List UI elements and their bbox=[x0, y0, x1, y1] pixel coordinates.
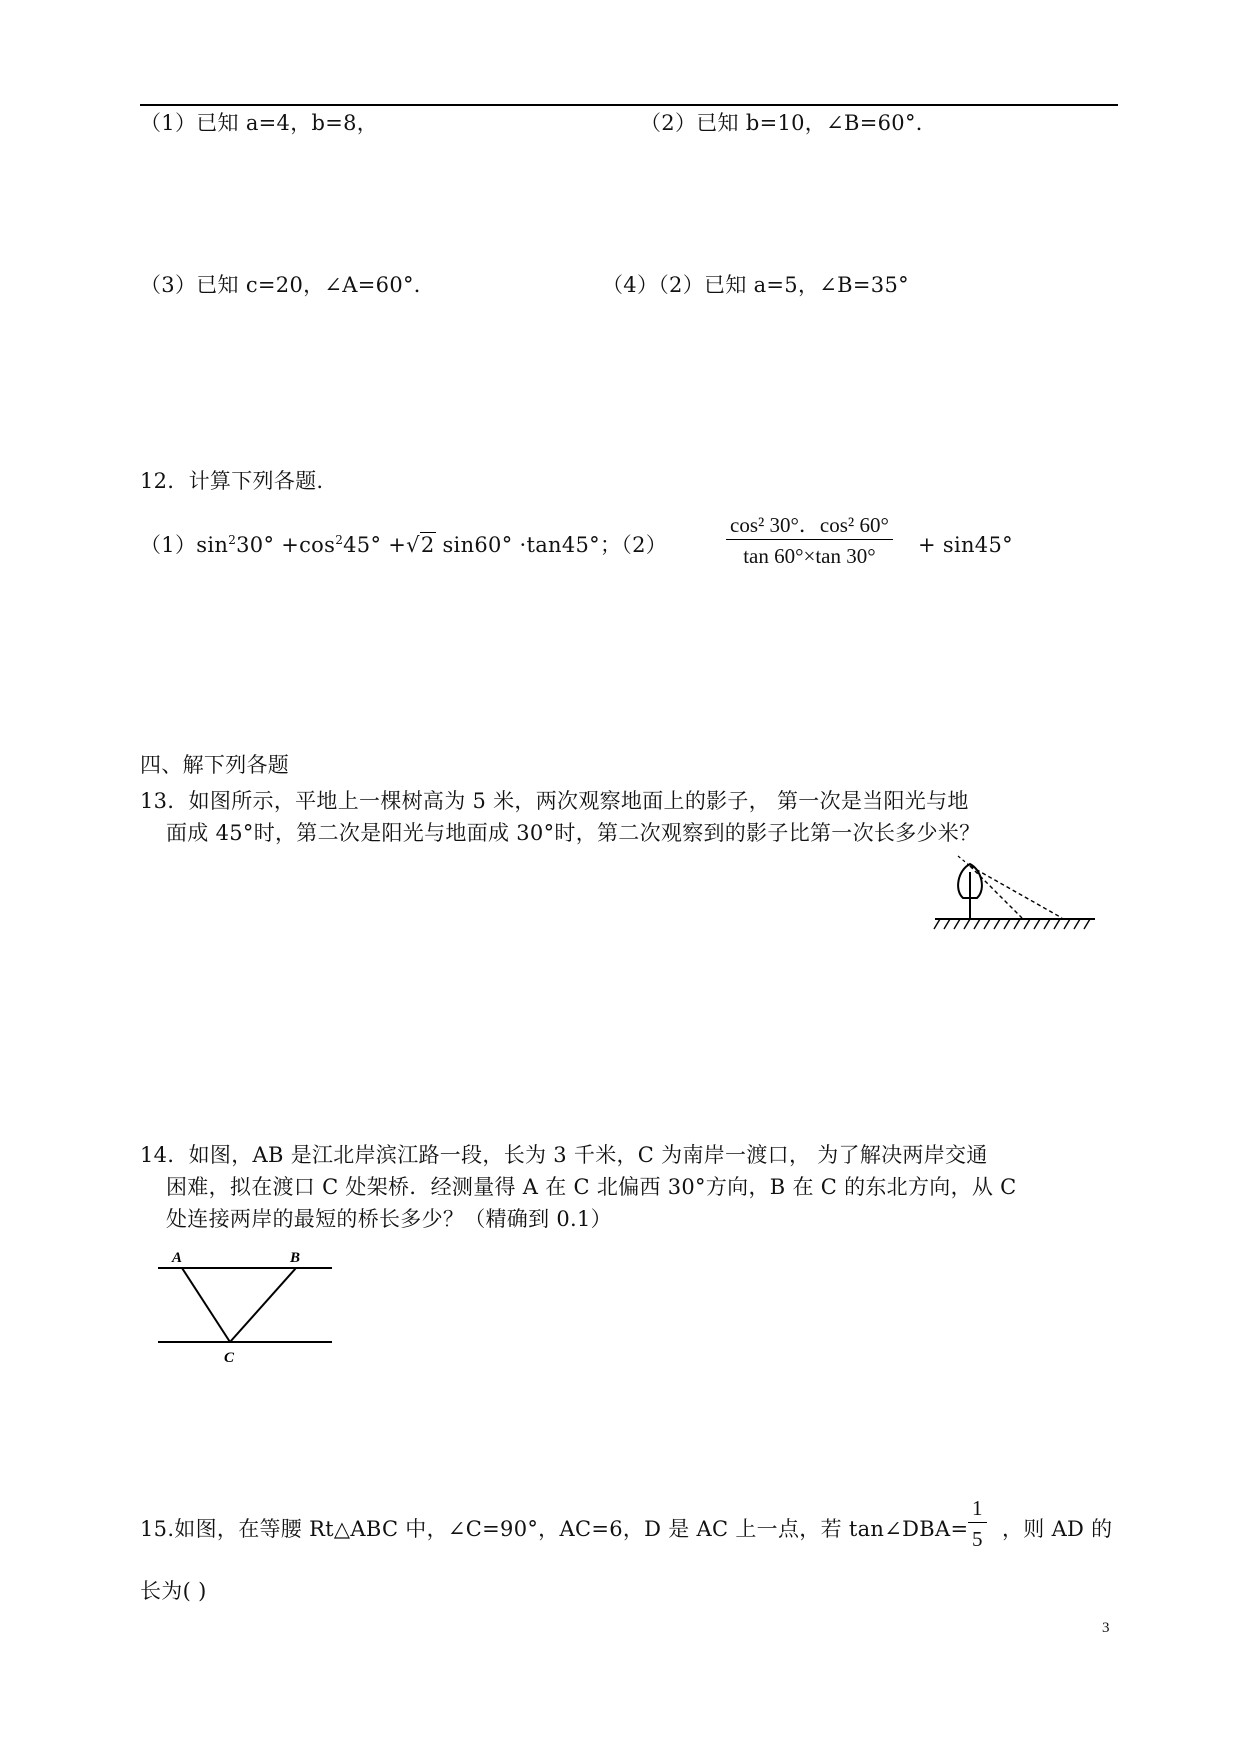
segment-ac bbox=[182, 1268, 230, 1342]
sqrt-symbol: √ bbox=[406, 533, 420, 557]
q12-title: 12．计算下列各题. bbox=[140, 469, 324, 493]
q12-fraction-denominator: tan 60°×tan 30° bbox=[726, 539, 893, 570]
q15-fraction bbox=[968, 1494, 987, 1553]
q12-part1-text-c: 45° + bbox=[343, 533, 407, 557]
q11-part1: （1）已知 a=4，b=8， bbox=[140, 111, 379, 135]
header-rule bbox=[140, 104, 1118, 106]
q12-part2-suffix: + sin45° bbox=[918, 533, 1013, 557]
q15-fraction-numerator: 1 bbox=[972, 1496, 983, 1520]
point-c-label: C bbox=[224, 1350, 235, 1366]
sun-ray-30deg bbox=[970, 866, 1062, 918]
point-a-label: A bbox=[172, 1250, 183, 1266]
q13-line2: 面成 45°时，第二次是阳光与地面成 30°时，第二次观察到的影子比第一次长多少米？ bbox=[166, 821, 981, 845]
q14-line1: 14．如图，AB 是江北岸滨江路一段，长为 3 千米，C 为南岸一渡口， 为了解决两岸交通 bbox=[140, 1143, 988, 1167]
q15-line2: 长为( ) bbox=[140, 1579, 207, 1603]
q15-line1-suffix: ，则 AD 的 bbox=[1002, 1517, 1113, 1541]
q12-fraction-numerator: cos² 30°．cos² 60° bbox=[730, 513, 889, 537]
river-bridge-figure bbox=[150, 1248, 340, 1368]
q15-line1-prefix: 15.如图，在等腰 Rt△ABC 中，∠C=90°，AC=6，D 是 AC 上一点，若 tan∠DBA= bbox=[140, 1517, 969, 1541]
section4-title: 四、解下列各题 bbox=[140, 753, 290, 777]
q12-part1-text-b: 30° +cos bbox=[236, 533, 336, 557]
q14-line3: 处连接两岸的最短的桥长多少？（精确到 0.1） bbox=[166, 1207, 612, 1231]
segment-bc bbox=[230, 1268, 296, 1342]
q12-exponent-1: 2 bbox=[228, 533, 237, 547]
sun-ray-45deg bbox=[970, 866, 1022, 918]
q13-line1: 13．如图所示，平地上一棵树高为 5 米，两次观察地面上的影子， 第一次是当阳光与地 bbox=[140, 789, 969, 813]
q15-fraction-denominator: 5 bbox=[968, 1522, 987, 1553]
page-number: 3 bbox=[1102, 1620, 1110, 1636]
q12-fraction bbox=[726, 511, 893, 570]
q12-part1-text-a: （1）sin bbox=[140, 533, 229, 557]
q12-part1-text-d: sin60° ·tan45°；（2） bbox=[435, 533, 668, 557]
ground-hatching bbox=[934, 919, 1090, 929]
q11-part2: （2）已知 b=10，∠B=60°． bbox=[640, 111, 938, 135]
q12-exponent-2: 2 bbox=[335, 533, 344, 547]
q14-line2: 困难，拟在渡口 C 处架桥．经测量得 A 在 C 北偏西 30°方向，B 在 C 的东北方向，从 C bbox=[166, 1175, 1017, 1199]
q12-part1 bbox=[140, 530, 667, 560]
point-b-label: B bbox=[290, 1250, 301, 1266]
sun-ray-incoming bbox=[958, 856, 970, 866]
q11-part3: （3）已知 c=20，∠A=60°． bbox=[140, 273, 436, 297]
sqrt-radicand: 2 bbox=[420, 533, 435, 557]
tree-shadow-figure bbox=[930, 856, 1100, 936]
q11-part4: （4）（2）已知 a=5，∠B=35° bbox=[602, 273, 909, 297]
